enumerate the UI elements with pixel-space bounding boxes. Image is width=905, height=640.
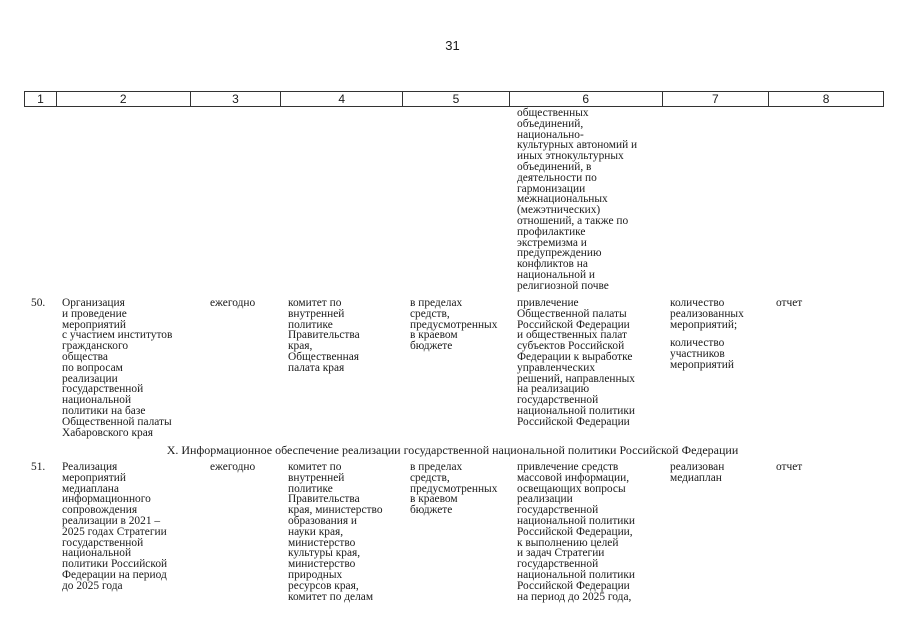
row-51-report: отчет <box>776 461 803 473</box>
section-title: X. Информационное обеспечение реализации государственной национальной политики Российской Федерации <box>166 443 739 457</box>
row-51-indicator: реализован медиаплан <box>670 461 725 484</box>
column-header-row <box>24 91 884 107</box>
column-header-7: 7 <box>663 92 770 106</box>
row-50-period: ежегодно <box>210 297 256 309</box>
row-51-period: ежегодно <box>210 461 256 473</box>
row-50-report: отчет <box>776 297 803 309</box>
column-header-3: 3 <box>191 92 282 106</box>
column-header-5: 5 <box>403 92 510 106</box>
column-header-6: 6 <box>510 92 663 106</box>
row-51-funding: в пределах средств, предусмотренных в краевом бюджете <box>410 461 498 517</box>
column-header-8: 8 <box>822 92 830 106</box>
row-51-result: привлечение средств массовой информации, освещающих вопросы реализации государственной национальной политики Российской Федерации, к выполнению целей и задач Стратегии государственной национальной политики Российской Федерации на период до 2025 года, <box>517 461 636 603</box>
column-header-4: 4 <box>281 92 403 106</box>
row-50-number: 50. <box>31 297 46 309</box>
continuation-col6-text: общественных объединений, национально- культурных автономий и иных этнокультурных объединений, в деятельности по гармонизации межнациональных (межэтнических) отношений, а также по профилактике экстремизма и предупреждению конфликтов на национальной и религиозной почве <box>517 107 638 292</box>
column-header-1: 1 <box>25 92 57 106</box>
row-50-funding: в пределах средств, предусмотренных в краевом бюджете <box>410 297 498 353</box>
page-number: 31 <box>445 38 460 53</box>
row-51-activity: Реализация мероприятий медиаплана информационного сопровождения реализации в 2021 – 2025 годах Стратегии государственной национальной политики Российской Федерации на период до 2025 года <box>62 461 168 592</box>
row-51-executors: комитет по внутренней политике Правительства края, министерство образования и науки края, министерство культуры края, министерство природных ресурсов края, комитет по делам <box>288 461 383 603</box>
row-50-indicator-participants: количество участников мероприятий <box>670 337 734 371</box>
column-header-2: 2 <box>57 92 191 106</box>
row-51-number: 51. <box>31 461 46 473</box>
row-50-result: привлечение Общественной палаты Российской Федерации и общественных палат субъектов Российской Федерации к выработке управленческих решений, направленных на реализацию государственной национальной политики Российской Федерации <box>517 297 636 428</box>
row-50-indicator-events: количество реализованных мероприятий; <box>670 297 744 331</box>
row-50-executors: комитет по внутренней политике Правительства края, Общественная палата края <box>288 297 360 374</box>
row-50-activity: Организация и проведение мероприятий с участием институтов гражданского общества по вопросам реализации государственной национальной политики на базе Общественной палаты Хабаровского края <box>62 297 173 439</box>
